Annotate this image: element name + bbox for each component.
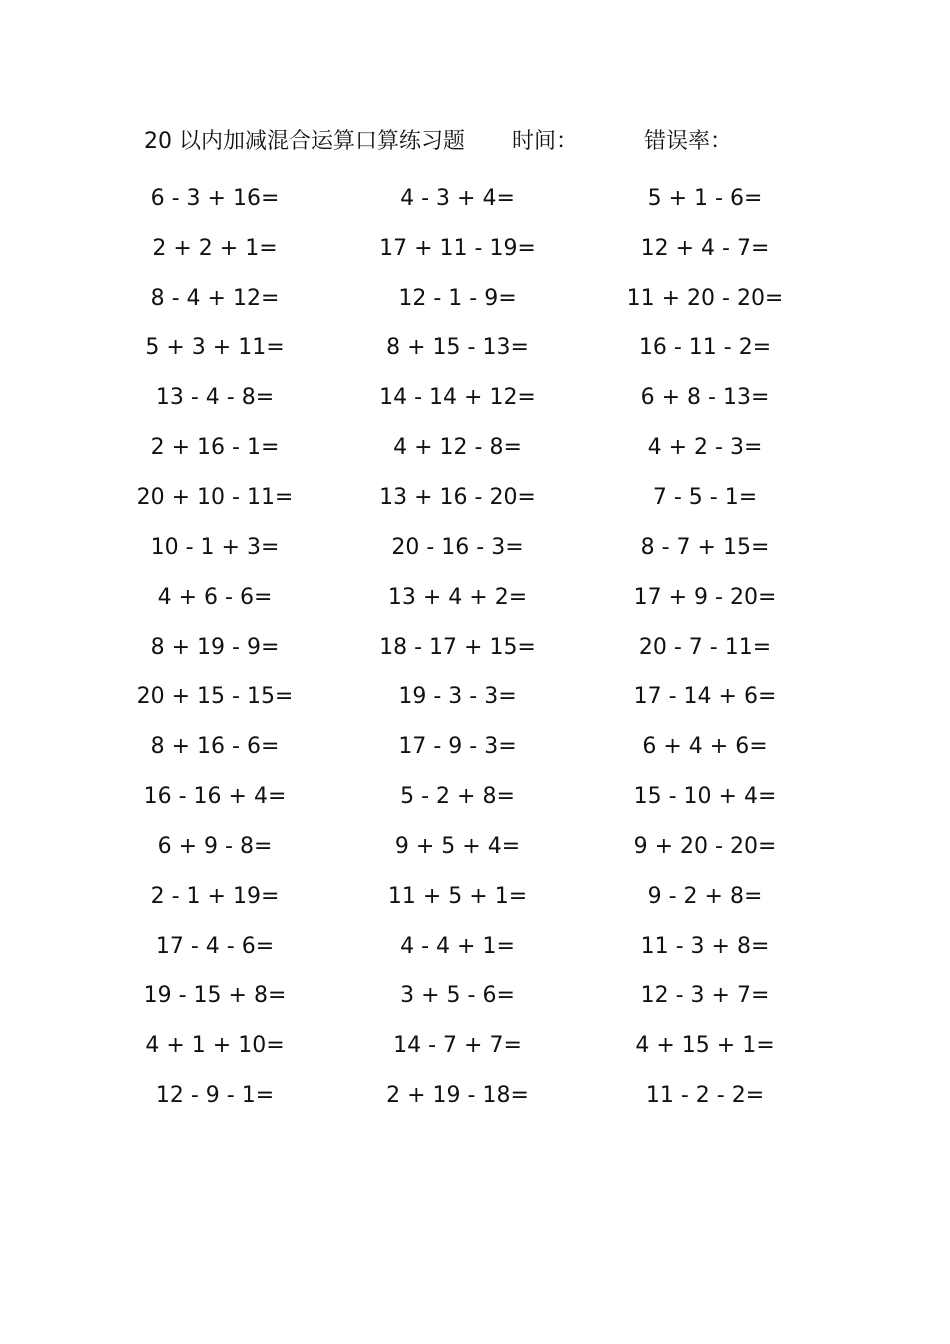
arithmetic-problem: 20 + 10 - 11= bbox=[136, 484, 294, 510]
problem-row bbox=[130, 473, 820, 523]
arithmetic-problem: 4 + 2 - 3= bbox=[647, 435, 763, 461]
arithmetic-problem: 9 - 2 + 8= bbox=[647, 883, 763, 909]
arithmetic-problem: 19 - 3 - 3= bbox=[398, 684, 517, 710]
arithmetic-problem: 5 + 1 - 6= bbox=[647, 185, 763, 211]
problem-row bbox=[130, 573, 820, 623]
arithmetic-problem: 15 - 10 + 4= bbox=[633, 784, 777, 810]
problem-row bbox=[130, 722, 820, 772]
problem-row bbox=[130, 523, 820, 573]
arithmetic-problem: 17 - 9 - 3= bbox=[398, 734, 517, 760]
arithmetic-problem: 13 - 4 - 8= bbox=[155, 385, 275, 411]
arithmetic-problem: 2 + 19 - 18= bbox=[386, 1083, 529, 1109]
problem-row bbox=[130, 1071, 820, 1121]
arithmetic-problem: 11 + 5 + 1= bbox=[387, 883, 528, 909]
arithmetic-problem: 16 - 16 + 4= bbox=[143, 784, 287, 810]
arithmetic-problem: 18 - 17 + 15= bbox=[379, 634, 536, 660]
arithmetic-problem: 8 + 19 - 9= bbox=[150, 634, 280, 660]
problem-grid bbox=[130, 174, 820, 1121]
arithmetic-problem: 8 + 16 - 6= bbox=[150, 734, 280, 760]
arithmetic-problem: 12 - 3 + 7= bbox=[640, 983, 770, 1009]
arithmetic-problem: 9 + 20 - 20= bbox=[633, 833, 777, 859]
arithmetic-problem: 19 - 15 + 8= bbox=[143, 983, 287, 1009]
problem-row bbox=[130, 423, 820, 473]
arithmetic-problem: 8 + 15 - 13= bbox=[386, 335, 529, 361]
arithmetic-problem: 11 + 20 - 20= bbox=[626, 285, 784, 311]
arithmetic-problem: 2 + 2 + 1= bbox=[152, 235, 278, 261]
arithmetic-problem: 4 - 4 + 1= bbox=[400, 933, 515, 959]
arithmetic-problem: 4 - 3 + 4= bbox=[400, 185, 515, 211]
arithmetic-problem: 17 - 4 - 6= bbox=[155, 933, 275, 959]
arithmetic-problem: 20 - 7 - 11= bbox=[638, 634, 772, 660]
arithmetic-problem: 17 + 11 - 19= bbox=[379, 235, 536, 261]
problem-row bbox=[130, 623, 820, 673]
arithmetic-problem: 2 - 1 + 19= bbox=[150, 883, 280, 909]
arithmetic-problem: 4 + 6 - 6= bbox=[157, 584, 273, 610]
worksheet-title: 20 以内加减混合运算口算练习题 bbox=[144, 129, 465, 154]
problem-row bbox=[130, 324, 820, 374]
problem-row bbox=[130, 373, 820, 423]
problem-row bbox=[130, 672, 820, 722]
arithmetic-problem: 8 - 4 + 12= bbox=[150, 285, 280, 311]
arithmetic-problem: 5 + 3 + 11= bbox=[145, 335, 285, 361]
arithmetic-problem: 5 - 2 + 8= bbox=[400, 784, 515, 810]
problem-row bbox=[130, 1021, 820, 1071]
arithmetic-problem: 6 - 3 + 16= bbox=[150, 185, 280, 211]
arithmetic-problem: 12 - 9 - 1= bbox=[155, 1083, 275, 1109]
problem-row bbox=[130, 274, 820, 324]
arithmetic-problem: 17 - 14 + 6= bbox=[633, 684, 777, 710]
arithmetic-problem: 10 - 1 + 3= bbox=[150, 534, 280, 560]
arithmetic-problem: 20 + 15 - 15= bbox=[136, 684, 294, 710]
problem-row bbox=[130, 174, 820, 224]
time-label: 时间： bbox=[512, 129, 579, 154]
arithmetic-problem: 14 - 7 + 7= bbox=[393, 1033, 522, 1059]
problem-row bbox=[130, 972, 820, 1022]
problem-row bbox=[130, 872, 820, 922]
arithmetic-problem: 4 + 1 + 10= bbox=[145, 1033, 285, 1059]
error-rate-label: 错误率： bbox=[644, 129, 733, 154]
arithmetic-problem: 20 - 16 - 3= bbox=[391, 534, 524, 560]
arithmetic-problem: 14 - 14 + 12= bbox=[379, 385, 536, 411]
arithmetic-problem: 17 + 9 - 20= bbox=[633, 584, 777, 610]
arithmetic-problem: 6 + 8 - 13= bbox=[640, 385, 770, 411]
problem-row bbox=[130, 922, 820, 972]
arithmetic-problem: 13 + 16 - 20= bbox=[379, 484, 536, 510]
arithmetic-problem: 4 + 12 - 8= bbox=[393, 435, 522, 461]
arithmetic-problem: 6 + 4 + 6= bbox=[642, 734, 768, 760]
arithmetic-problem: 6 + 9 - 8= bbox=[157, 833, 273, 859]
problem-row bbox=[130, 772, 820, 822]
arithmetic-problem: 8 - 7 + 15= bbox=[640, 534, 770, 560]
problem-row bbox=[130, 224, 820, 274]
arithmetic-problem: 12 - 1 - 9= bbox=[398, 285, 517, 311]
arithmetic-problem: 11 - 2 - 2= bbox=[645, 1083, 765, 1109]
arithmetic-problem: 2 + 16 - 1= bbox=[150, 435, 280, 461]
arithmetic-problem: 13 + 4 + 2= bbox=[387, 584, 528, 610]
arithmetic-problem: 4 + 15 + 1= bbox=[635, 1033, 775, 1059]
problem-row bbox=[130, 822, 820, 872]
arithmetic-problem: 12 + 4 - 7= bbox=[640, 235, 770, 261]
arithmetic-problem: 16 - 11 - 2= bbox=[638, 335, 772, 361]
arithmetic-problem: 3 + 5 - 6= bbox=[400, 983, 515, 1009]
arithmetic-problem: 7 - 5 - 1= bbox=[652, 484, 758, 510]
arithmetic-problem: 11 - 3 + 8= bbox=[640, 933, 770, 959]
arithmetic-problem: 9 + 5 + 4= bbox=[394, 833, 521, 859]
